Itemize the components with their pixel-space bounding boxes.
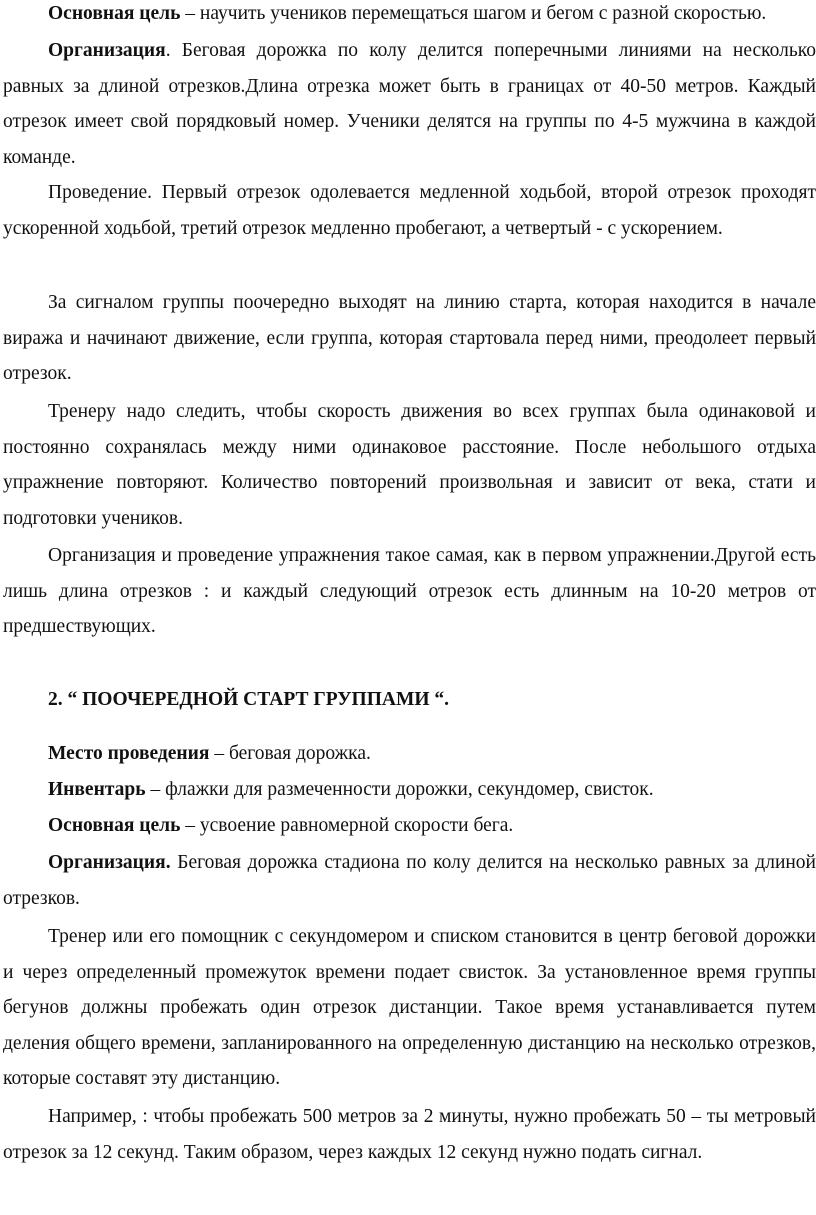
text-equipment: – флажки для размеченности дорожки, секундомер, свисток.: [145, 779, 654, 800]
paragraph-trainer: Тренер или его помощник с секундомером и списком становится в центр беговой дорожки и через определенный промежуток времени подает свисток. За установленное время группы бегунов должны пробежать один отрезок дистанции. Такое время устанавливается путем деления общего времени, запланированного на определенную дистанцию на несколько отрезков, которые составят эту дистанцию.: [3, 926, 816, 1089]
paragraph-main-goal: [0, 0, 816, 32]
text-organization: . Беговая дорожка по колу делится поперечными линиями на несколько равных за длиной отрезков.Длина отрезка может быть в границах от 40-50 метров. Каждый отрезок имеет свой порядковый номер. Ученики делятся на группы по 4-5 мужчина в каждой команде.: [3, 40, 816, 168]
paragraph-venue: [0, 736, 816, 772]
text-main-goal-2: – усвоение равномерной скорости бега.: [180, 815, 514, 836]
section-heading: 2. “ ПООЧЕРЕДНОЙ СТАРТ ГРУППАМИ “.: [48, 689, 450, 710]
text-main-goal: – научить учеников перемещаться шагом и бегом с разной скоростью.: [180, 3, 767, 24]
paragraph-conduct: Проведение. Первый отрезок одолевается медленной ходьбой, второй отрезок проходят ускоренной ходьбой, третий отрезок медленно пробегают, а четвертый - с ускорением.: [3, 182, 816, 239]
text-venue: – беговая дорожка.: [209, 743, 371, 764]
label-equipment: Инвентарь: [48, 779, 146, 800]
label-venue: Место проведения: [48, 743, 210, 764]
label-organization-2: Организация.: [48, 852, 171, 873]
text-organization-2: Беговая дорожка стадиона по колу делится на несколько равных за длиной отрезков.: [3, 852, 816, 909]
paragraph-main-goal-2: [0, 808, 816, 844]
paragraph-signal: За сигналом группы поочередно выходят на линию старта, которая находится в начале виража и начинают движение, если группа, которая стартовала перед ними, преодолеет первый отрезок.: [3, 292, 816, 384]
paragraph-organization-2: [0, 845, 816, 916]
label-organization: Организация: [48, 40, 166, 61]
paragraph-coach: Тренеру надо следить, чтобы скорость движения во всех группах была одинаковой и постоянно сохранялась между ними одинаковое расстояние. После небольшого отдыха упражнение повторяют. Количество повторений произвольная и зависит от века, стати и подготовки учеников.: [3, 401, 816, 529]
paragraph-example: Например, : чтобы пробежать 500 метров за 2 минуты, нужно пробежать 50 – ты метровый отрезок за 12 секунд. Таким образом, через каждых 12 секунд нужно подать сигнал.: [3, 1106, 816, 1163]
paragraph-organization: [0, 33, 816, 175]
paragraph-equipment: [0, 772, 816, 808]
label-main-goal-2: Основная цель: [48, 815, 181, 836]
paragraph-variation: Организация и проведение упражнения такое самая, как в первом упражнении.Другой есть лишь длина отрезков : и каждый следующий отрезок есть длинным на 10-20 метров от предшествующих.: [3, 545, 816, 637]
label-main-goal: Основная цель: [48, 3, 181, 24]
